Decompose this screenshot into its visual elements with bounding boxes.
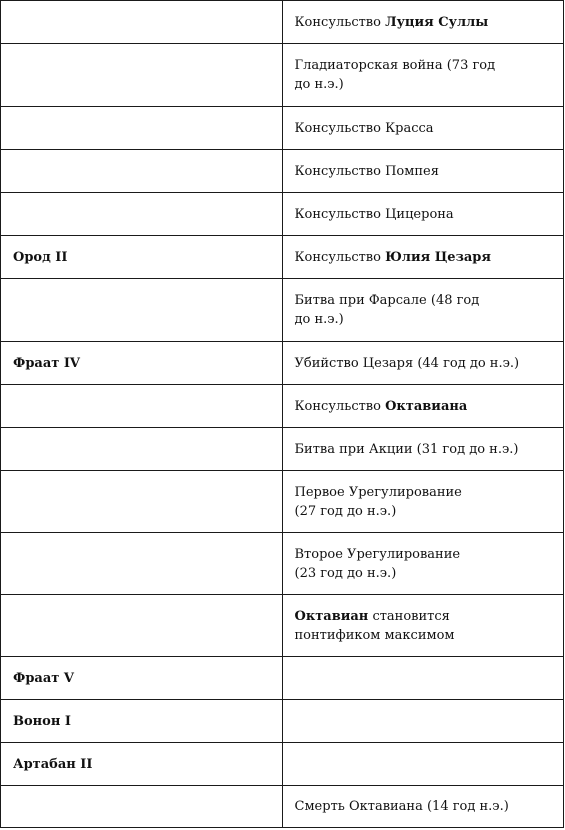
table-row — [1, 786, 564, 828]
ruler-cell — [1, 595, 283, 657]
event-cell — [282, 786, 564, 828]
event-text: Битва при Акции (31 год до н.э.) — [294, 441, 519, 457]
event-name-bold: Октавиан — [294, 608, 369, 624]
table-row — [1, 107, 564, 150]
event-text: Консульство Помпея — [294, 163, 439, 179]
event-name-bold: Юлия Цезаря — [385, 249, 491, 265]
event-text-line1: Битва при Фарсале (48 год — [294, 293, 480, 308]
ruler-cell: Вонон I — [1, 700, 283, 743]
event-cell — [282, 471, 564, 533]
table-row — [1, 743, 564, 786]
ruler-cell: Фраат IV — [1, 342, 283, 385]
ruler-cell — [1, 107, 283, 150]
event-cell — [282, 533, 564, 595]
event-text-line2: до н.э.) — [294, 77, 344, 92]
event-cell — [282, 279, 564, 342]
table-row — [1, 279, 564, 342]
event-cell — [282, 44, 564, 107]
event-text: Консульство — [294, 249, 386, 265]
event-cell — [282, 743, 564, 786]
event-cell — [282, 342, 564, 385]
event-text: Смерть Октавиана (14 год н.э.) — [294, 799, 509, 814]
event-text-line1 — [295, 607, 552, 626]
table-row — [1, 193, 564, 236]
ruler-cell — [1, 279, 283, 342]
table-row — [1, 44, 564, 107]
event-text-line1: Второе Урегулирование — [294, 546, 461, 562]
ruler-cell — [1, 428, 283, 471]
ruler-cell — [1, 193, 283, 236]
event-text-line2: до н.э.) — [294, 312, 344, 327]
table-row — [1, 342, 564, 385]
table-row — [1, 1, 564, 44]
table-row — [1, 657, 564, 700]
ruler-cell: Фраат V — [1, 657, 283, 700]
table-row — [1, 700, 564, 743]
table-row — [1, 150, 564, 193]
ruler-cell — [1, 1, 283, 44]
event-cell — [282, 107, 564, 150]
ruler-cell: Артабан II — [1, 743, 283, 786]
event-text-line2: (27 год до н.э.) — [294, 503, 397, 519]
event-text-line2: понтификом максимом — [294, 627, 455, 643]
event-cell — [282, 385, 564, 428]
ruler-cell — [1, 44, 283, 107]
event-name-bold: Луция Суллы — [385, 14, 489, 30]
event-cell — [282, 657, 564, 700]
event-text-line1: Первое Урегулирование — [294, 484, 462, 500]
event-name-bold: Октавиана — [385, 398, 468, 414]
ruler-cell — [1, 786, 283, 828]
ruler-cell — [1, 471, 283, 533]
event-text: Консульство Цицерона — [294, 206, 454, 222]
event-cell — [282, 150, 564, 193]
event-cell — [282, 428, 564, 471]
table-row — [1, 385, 564, 428]
table-row — [1, 471, 564, 533]
event-text: Консульство Красса — [294, 120, 434, 136]
table-row — [1, 236, 564, 279]
event-text: Консульство — [294, 14, 386, 30]
event-cell — [282, 1, 564, 44]
ruler-cell: Ород II — [1, 236, 283, 279]
ruler-cell — [1, 533, 283, 595]
event-text-line2: (23 год до н.э.) — [294, 565, 397, 581]
event-cell — [282, 193, 564, 236]
event-cell — [282, 236, 564, 279]
event-text-line1: Гладиаторская война (73 год — [294, 58, 496, 73]
ruler-cell — [1, 385, 283, 428]
ruler-cell — [1, 150, 283, 193]
event-cell — [282, 595, 564, 657]
event-cell — [282, 700, 564, 743]
event-text: Консульство — [294, 398, 386, 414]
table-row — [1, 428, 564, 471]
event-text: становится — [368, 608, 450, 624]
event-text: Убийство Цезаря (44 год до н.э.) — [294, 355, 520, 371]
table-row — [1, 533, 564, 595]
table-row — [1, 595, 564, 657]
